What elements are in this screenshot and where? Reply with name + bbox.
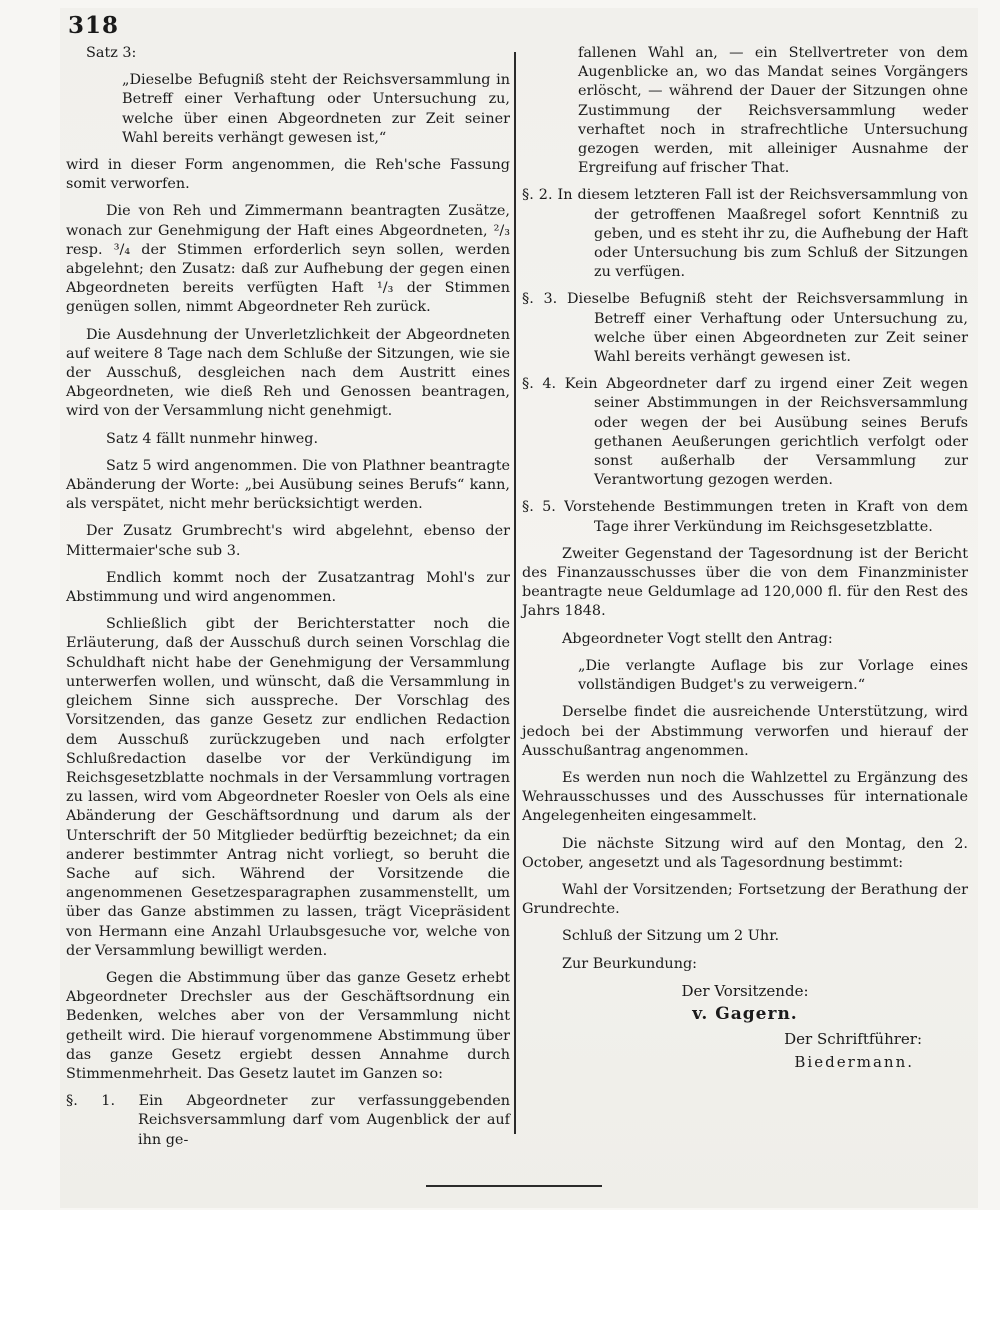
column-divider: [514, 52, 516, 1134]
right-paragraph: „Die verlangte Auflage bis zur Vorlage eines vollständigen Budget's zu verweigern.“: [578, 657, 968, 694]
page-number: 318: [68, 12, 120, 39]
left-paragraph: „Dieselbe Befugniß steht der Reichsversammlung in Betreff einer Verhaftung oder Untersuchung zu, welche über einen Abgeordneten zur Zeit seiner Wahl bereits verhängt gewesen ist,“: [122, 72, 510, 146]
left-paragraph: Die von Reh und Zimmermann beantragten Zusätze, wonach zur Genehmigung der Haft eines Abgeordneten, ²/₃ resp. ³/₄ der Stimmen erforderlich seyn sollen, werden abgelehnt; den Zusatz: daß zur Aufhebung der gegen einen Abgeordneten bereits verfügten Haft ¹/₃ der Stimmen genügen sollen, nimmt Abgeordneter Reh zurück.: [66, 203, 510, 316]
left-column: [66, 44, 510, 1158]
right-paragraph: fallenen Wahl an, — ein Stellvertreter von dem Augenblicke an, wo das Mandat seines Vorgängers erlöscht, — während der Dauer der Sitzungen ohne Zustimmung der Reichsversammlung weder verhaftet noch in strafrechtliche Untersuchung gezogen werden, mit alleiniger Ausnahme der Ergreifung auf frischer That.: [578, 45, 968, 177]
left-paragraph: wird in dieser Form angenommen, die Reh'sche Fassung somit verworfen.: [66, 157, 510, 193]
right-paragraph: Es werden nun noch die Wahlzettel zu Ergänzung des Wehrausschusses und des Ausschusses für internationale Angelegenheiten eingesammelt.: [522, 769, 968, 825]
right-paragraph: Schluß der Sitzung um 2 Uhr.: [562, 928, 780, 945]
left-paragraph: Endlich kommt noch der Zusatzantrag Mohl's zur Abstimmung und wird angenommen.: [66, 569, 510, 606]
right-paragraph: Die nächste Sitzung wird auf den Montag, den 2. October, angesetzt und als Tagesordnung bestimmt:: [522, 835, 968, 871]
left-paragraph: Der Zusatz Grumbrecht's wird abgelehnt, ebenso der Mittermaier'sche sub 3.: [66, 523, 510, 559]
right-paragraph: Abgeordneter Vogt stellt den Antrag:: [562, 630, 833, 647]
left-paragraph: Satz 3:: [86, 45, 137, 61]
left-paragraph: §. 1. Ein Abgeordneter zur verfassunggebenden Reichsversammlung darf vom Augenblick der auf ihn ge-: [66, 1093, 510, 1148]
right-paragraph: Zur Beurkundung:: [562, 955, 698, 972]
left-paragraph: Die Ausdehnung der Unverletzlichkeit der Abgeordneten auf weitere 8 Tage nach dem Schluße der Sitzungen, wie sie der Ausschuß, desgleichen nach dem Austritt eines Abgeordneten, wie dieß Reh und Genossen beantragen, wird von der Versammlung nicht genehmigt.: [66, 326, 510, 420]
secretary-title: Der Schriftführer:: [784, 1030, 922, 1049]
right-paragraph: §. 5. Vorstehende Bestimmungen treten in Kraft von dem Tage ihrer Verkündung im Reichsgesetzblatte.: [522, 499, 968, 535]
right-paragraph: §. 2. In diesem letzteren Fall ist der Reichsversammlung von der getroffenen Maaßregel sofort Kenntniß zu geben, und es steht ihr zu, die Aufhebung der Haft oder Untersuchung bis zum Schluß der Sitzungen zu verfügen.: [522, 187, 968, 281]
left-paragraph: Satz 4 fällt nunmehr hinweg.: [106, 430, 319, 447]
right-column-paragraphs: [522, 44, 968, 974]
chair-title: Der Vorsitzende:: [681, 981, 809, 1000]
right-paragraph: Wahl der Vorsitzenden; Fortsetzung der Berathung der Grundrechte.: [522, 881, 968, 918]
footer-rule: [426, 1185, 602, 1187]
right-paragraph: Derselbe findet die ausreichende Unterstützung, wird jedoch bei der Abstimmung verworfen und hierauf der Ausschußantrag angenommen.: [522, 704, 968, 759]
secretary-name: Biedermann.: [794, 1053, 914, 1072]
right-paragraph: §. 3. Dieselbe Befugniß steht der Reichsversammlung in Betreff einer Verhaftung oder Untersuchung zu, welche über einen Abgeordneten zur Zeit seiner Wahl bereits verhängt gewesen ist.: [522, 291, 968, 366]
left-paragraph: Satz 5 wird angenommen. Die von Plathner beantragte Abänderung der Worte: „bei Ausübung seines Berufs“ kann, als verspätet, nicht mehr berücksichtigt werden.: [66, 457, 510, 513]
left-paragraph: Gegen die Abstimmung über das ganze Gesetz erhebt Abgeordneter Drechsler aus der Geschäftsordnung ein Bedenken, welches aber von der Versammlung nicht getheilt wird. Die hierauf vorgenommene Abstimmung über das ganze Gesetz ergiebt dessen Annahme durch Stimmenmehrheit. Das Gesetz lautet im Ganzen so:: [66, 969, 510, 1082]
chair-name: v. Gagern.: [692, 1003, 798, 1024]
right-paragraph: Zweiter Gegenstand der Tagesordnung ist der Bericht des Finanzausschusses über die von dem Finanzminister beantragte neue Geldumlage ad 120,000 fl. für den Rest des Jahrs 1848.: [522, 545, 968, 620]
right-column: [522, 44, 968, 1073]
bottom-margin: [0, 1210, 1000, 1332]
right-paragraph: §. 4. Kein Abgeordneter darf zu irgend einer Zeit wegen seiner Abstimmungen in der Reichsversammlung oder wegen der bei Ausübung seines Berufs gethanen Aeußerungen gerichtlich verfolgt oder sonst außerhalb der Versammlung zur Verantwortung gezogen werden.: [522, 376, 968, 489]
left-paragraph: Schließlich gibt der Berichterstatter noch die Erläuterung, daß der Ausschuß durch seinen Vorschlag die Schuldhaft nicht habe der Genehmigung der Versammlung unterwerfen wollen, und wünscht, daß die Versammlung in gleichem Sinne sich ausspreche. Der Vorschlag des Vorsitzenden, das ganze Gesetz zur endlichen Redaction dem Ausschuß zurückzugeben und nach erfolgter Schlußredaction daselbe vor der Verkündigung im Reichsgesetzblatte nochmals in der Versammlung vortragen zu lassen, wird vom Abgeordneter Roesler von Oels als eine Abänderung der Geschäftsordnung und darum als der Unterschrift der 50 Mitglieder bedürftig bezeichnet; da ein anderer bestimmter Antrag nicht vorliegt, so beruht die Sache auf sich. Während der Vorsitzende die angenommenen Gesetzesparagraphen zusammenstellt, um über das Ganze abstimmen zu lassen, trägt Vicepräsident von Hermann eine Anzahl Urlaubsgesuche vor, welche von der Versammlung bewilligt werden.: [66, 616, 510, 959]
